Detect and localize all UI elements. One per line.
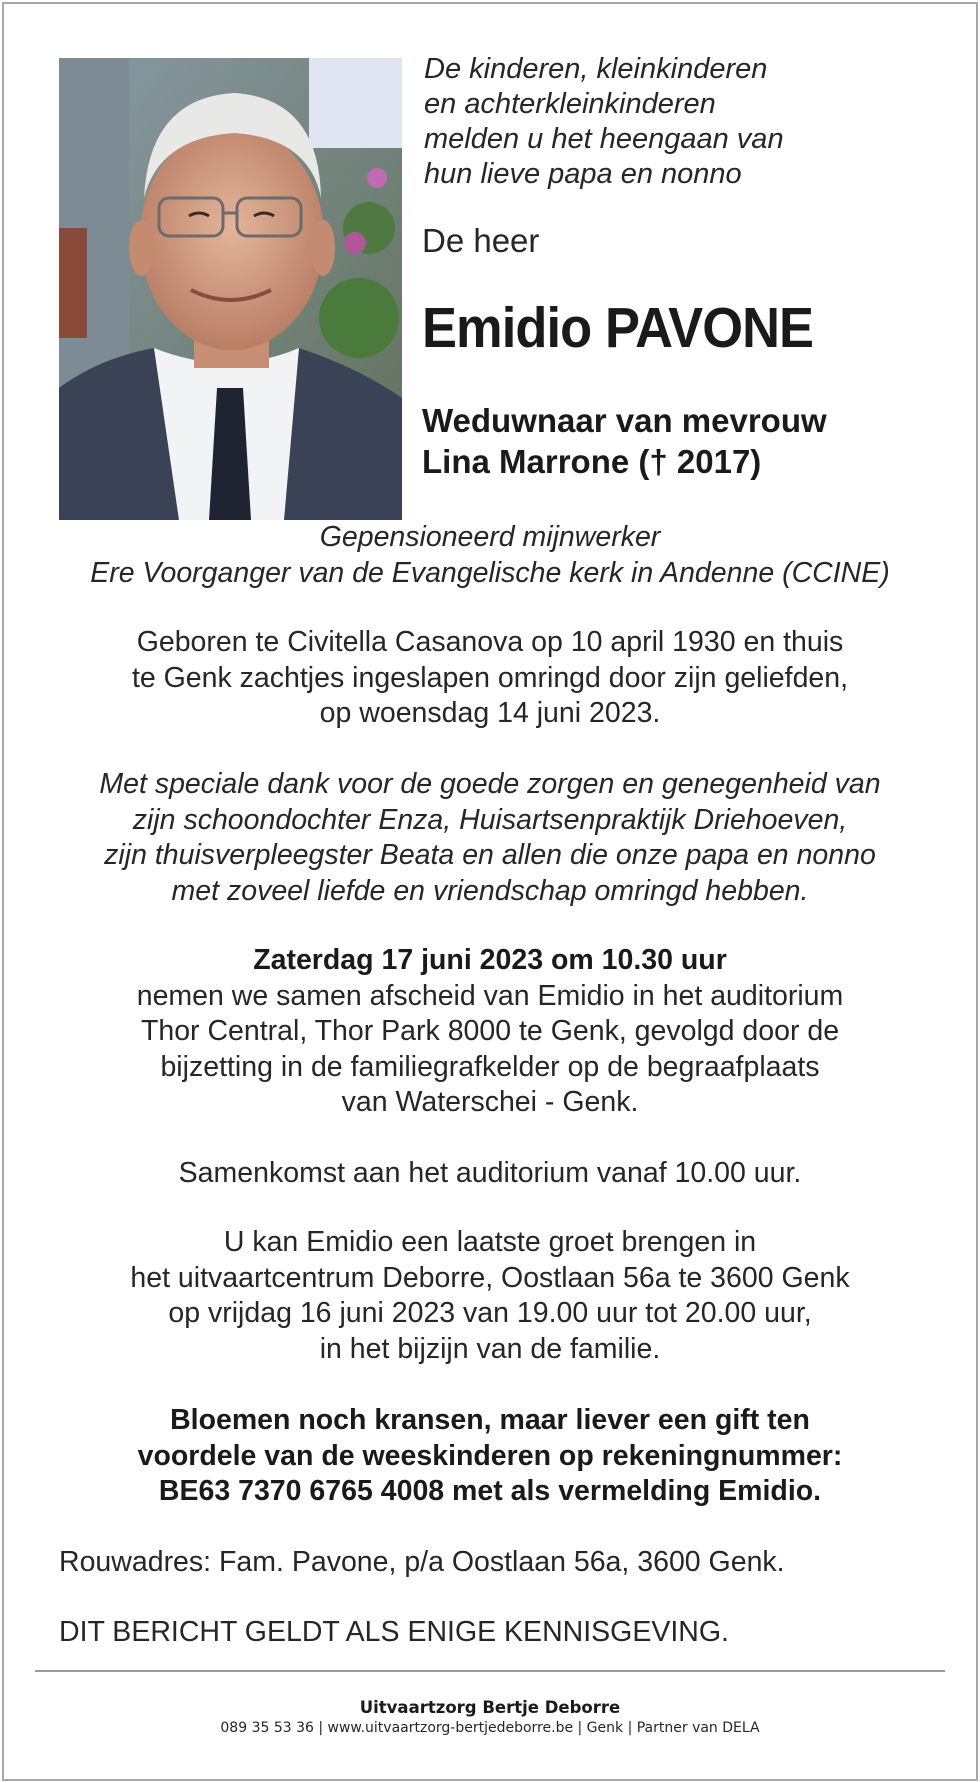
mourning-address: Rouwadres: Fam. Pavone, p/a Oostlaan 56a, 3600 Genk. [59, 1546, 785, 1578]
thanks-block [40, 767, 940, 909]
announcement-intro [424, 52, 944, 192]
intro-line: melden u het heengaan van [424, 123, 784, 155]
thanks-line: Met speciale dank voor de goede zorgen en genegenheid van [99, 768, 881, 800]
ceremony-line: nemen we samen afscheid van Emidio in het auditorium [136, 979, 844, 1012]
widow-line: Weduwnaar van mevrouw [422, 402, 827, 439]
intro-line: hun lieve papa en nonno [424, 158, 742, 190]
gathering-line: Samenkomst aan het auditorium vanaf 10.00 uur. [178, 1157, 802, 1189]
ceremony-block [40, 943, 940, 1121]
thanks-line: zijn schoondochter Enza, Huisartsenpraktijk Driehoeven, [132, 803, 848, 836]
thanks-line: zijn thuisverpleegster Beata en allen die onze papa en nonno [104, 839, 876, 871]
donation-line: BE63 7370 6765 4008 met als vermelding Emidio. [158, 1475, 822, 1507]
occupation-line: Gepensioneerd mijnwerker [319, 521, 661, 553]
portrait-photo [59, 58, 402, 520]
intro-line: De kinderen, kleinkinderen [424, 53, 768, 85]
occupation-line: Ere Voorganger van de Evangelische kerk in Andenne (CCINE) [90, 556, 890, 589]
visitation-line: in het bijzijn van de familie. [319, 1332, 661, 1365]
visitation-line: U kan Emidio een laatste groet brengen in [223, 1226, 757, 1258]
intro-line: en achterkleinkinderen [424, 88, 716, 120]
thanks-line: met zoveel liefde en vriendschap omringd hebben. [171, 874, 809, 907]
salutation: De heer [422, 222, 540, 259]
deceased-name: Emidio PAVONE [422, 296, 814, 360]
ceremony-line: van Waterschei - Genk. [341, 1086, 639, 1118]
donation-block [40, 1403, 940, 1510]
ceremony-line: Thor Central, Thor Park 8000 te Genk, gevolgd door de [140, 1015, 840, 1047]
occupation-block [40, 520, 940, 591]
funeral-home-name: Uitvaartzorg Bertje Deborre [359, 1698, 621, 1717]
donation-line: voordele van de weeskinderen op rekeningnummer: [137, 1439, 843, 1472]
widow-statement [422, 400, 827, 482]
visitation-line: op vrijdag 16 juni 2023 van 19.00 uur tot 20.00 uur, [168, 1297, 812, 1329]
birth-death-line: te Genk zachtjes ingeslapen omringd door zijn geliefden, [131, 661, 849, 694]
ceremony-line: bijzetting in de familiegrafkelder op de begraafplaats [160, 1050, 820, 1083]
gathering-text [40, 1156, 940, 1192]
birth-death-block [40, 625, 940, 732]
donation-line: Bloemen noch kransen, maar liever een gift ten [170, 1404, 810, 1436]
visitation-line: het uitvaartcentrum Deborre, Oostlaan 56a te 3600 Genk [130, 1261, 850, 1294]
birth-death-line: Geboren te Civitella Casanova op 10 april 1930 en thuis [136, 626, 844, 658]
footer-divider [35, 1670, 945, 1672]
widow-line: Lina Marrone († 2017) [422, 443, 762, 480]
notice-text: DIT BERICHT GELDT ALS ENIGE KENNISGEVING. [59, 1616, 729, 1648]
funeral-home-contact: 089 35 53 36 | www.uitvaartzorg-bertjedeborre.be | Genk | Partner van DELA [220, 1720, 760, 1736]
visitation-block [40, 1225, 940, 1367]
birth-death-line: op woensdag 14 juni 2023. [319, 697, 661, 729]
ceremony-date: Zaterdag 17 juni 2023 om 10.30 uur [253, 944, 727, 976]
